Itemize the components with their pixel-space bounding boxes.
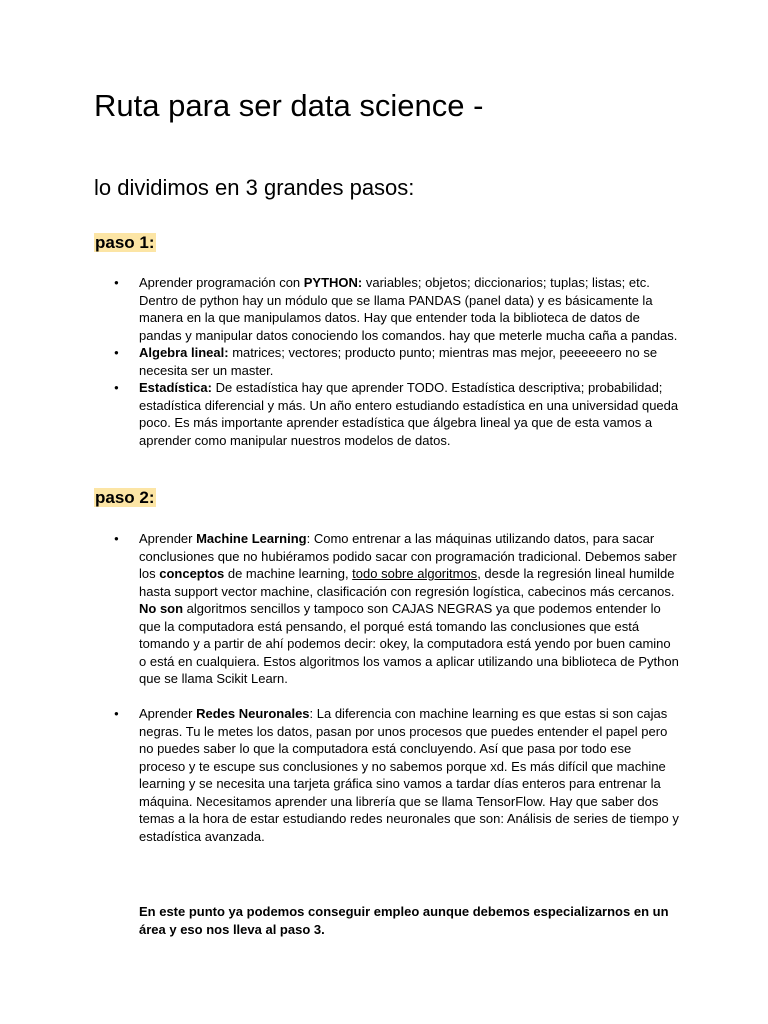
- item-text: : La diferencia con machine learning es que estas si son cajas negras. Tu le metes los datos, pasan por unos procesos que puedes entender el papel pero no puedes saber lo que la computadora está concluyendo. Así que pasa por todo ese proceso y te escupe sus conclusiones y no sabemos porque xd. Es más difícil que machine learning y se necesita una tarjeta gráfica sino vamos a tardar días enteros para entrenar la máquina. Necesitamos aprender una librería que se llama TensorFlow. Hay que saber dos temas a la hora de estar estudiando redes neuronales que son: Análisis de series de tiempo y estadística avanzada.: [139, 706, 679, 844]
- document-title: Ruta para ser data science -: [94, 88, 484, 123]
- item-text: , desde la regresión lineal humilde hasta support vector machine, clasificación con regresión logística, cabecinos más cercanos.: [139, 566, 675, 599]
- item-text: : Como entrenar a las máquinas utilizando datos, para sacar conclusiones que no hubiéramos podido sacar con programación tradicional. Debemos saber los: [139, 531, 677, 581]
- item-text: Aprender programación con: [139, 275, 304, 290]
- step-2-heading-text: paso 2:: [95, 488, 155, 507]
- document-subtitle: lo dividimos en 3 grandes pasos:: [94, 175, 415, 200]
- list-item-machine-learning: [109, 530, 679, 688]
- step-1-list: [109, 274, 679, 449]
- item-text: variables; objetos; diccionarios; tuplas; listas; etc. Dentro de python hay un módulo que se llama PANDAS (panel data) y es básicamente la manera en la que manipulamos datos. Hay que entender toda la biblioteca de datos de pandas y manipular datos conociendo los comandos. hay que meterle mucha caña a pandas.: [139, 275, 678, 343]
- list-item-python: [109, 274, 679, 344]
- item-text: de machine learning,: [224, 566, 353, 581]
- step-2-heading: [94, 487, 156, 509]
- item-bold-text: Estadística:: [139, 380, 212, 395]
- list-item-statistics: [109, 379, 679, 449]
- item-bold-text: PYTHON:: [303, 275, 363, 290]
- item-text: matrices; vectores; producto punto; mientras mas mejor, peeeeeero no se necesita ser un master.: [139, 345, 658, 378]
- item-bold-text: Algebra lineal:: [139, 345, 229, 360]
- item-text: Aprender: [139, 706, 197, 721]
- list-item-algebra: [109, 344, 679, 379]
- item-bold-text: conceptos: [159, 566, 225, 581]
- algorithms-link[interactable]: todo sobre algoritmos: [352, 566, 478, 581]
- step-1-heading: [94, 232, 156, 254]
- item-bold-text: No son: [139, 601, 184, 616]
- step-1-heading-text: paso 1:: [95, 233, 155, 252]
- item-text: algoritmos sencillos y tampoco son CAJAS NEGRAS ya que podemos entender lo que la computadora está pensando, el porqué está tomando las conclusiones que está tomando y a partir de ahí podemos decir: okey, la computadora está yendo por buen camino o está en cualquiera. Estos algoritmos los vamos a aplicar utilizando una biblioteca de Python que se llama Scikit Learn.: [139, 601, 679, 686]
- list-item-neural-networks: [109, 705, 679, 845]
- item-text: Aprender: [139, 531, 197, 546]
- item-bold-text: Redes Neuronales: [196, 706, 310, 721]
- item-bold-text: Machine Learning: [196, 531, 307, 546]
- step-2-list: [109, 530, 679, 845]
- item-text: De estadística hay que aprender TODO. Estadística descriptiva; probabilidad; estadística diferencial y más. Un año entero estudiando estadística en una universidad queda poco. Es más importante aprender estadística que álgebra lineal ya que de esta vamos a aprender como manipular nuestros modelos de datos.: [139, 380, 679, 448]
- closing-note: En este punto ya podemos conseguir empleo aunque debemos especializarnos en un área y eso nos lleva al paso 3.: [139, 904, 669, 937]
